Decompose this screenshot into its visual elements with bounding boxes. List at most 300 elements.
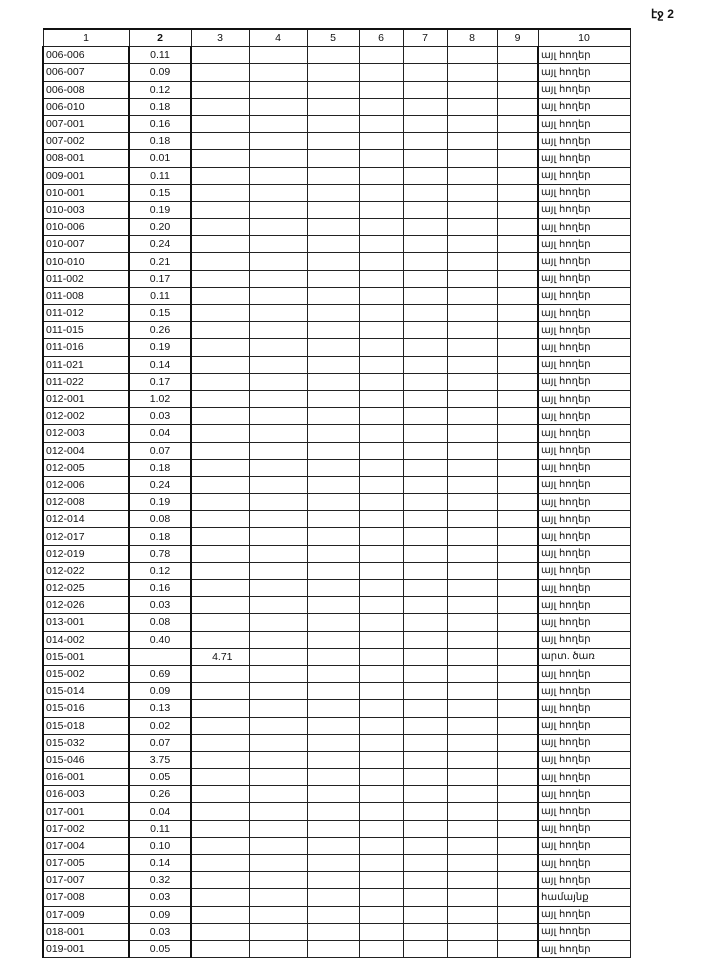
cell-col-4: [249, 442, 307, 459]
cell-col-1: 007-002: [43, 133, 129, 150]
cell-col-5: [307, 305, 359, 322]
cell-col-4: [249, 287, 307, 304]
cell-col-7: [403, 287, 447, 304]
cell-col-1: 015-002: [43, 665, 129, 682]
cell-col-4: [249, 81, 307, 98]
cell-col-9: [497, 940, 538, 957]
cell-col-3: [191, 425, 249, 442]
cell-col-8: [447, 219, 497, 236]
cell-col-4: [249, 201, 307, 218]
cell-col-4: [249, 459, 307, 476]
cell-col-1: 015-046: [43, 751, 129, 768]
cell-col-4: [249, 408, 307, 425]
cell-col-6: [359, 390, 403, 407]
cell-col-8: [447, 356, 497, 373]
cell-col-2: 0.32: [129, 872, 191, 889]
cell-col-5: [307, 47, 359, 64]
cell-col-9: [497, 872, 538, 889]
cell-col-7: [403, 476, 447, 493]
cell-col-4: [249, 872, 307, 889]
cell-col-4: [249, 494, 307, 511]
cell-col-7: [403, 562, 447, 579]
table-row: [43, 219, 630, 236]
cell-col-7: [403, 528, 447, 545]
cell-col-2: 0.03: [129, 923, 191, 940]
cell-col-6: [359, 442, 403, 459]
table-row: [43, 98, 630, 115]
cell-col-3: [191, 614, 249, 631]
cell-col-2: 0.14: [129, 356, 191, 373]
cell-col-2: 0.17: [129, 373, 191, 390]
table-row: [43, 253, 630, 270]
cell-col-6: [359, 47, 403, 64]
cell-col-5: [307, 81, 359, 98]
table-row: [43, 580, 630, 597]
cell-col-6: [359, 167, 403, 184]
cell-col-8: [447, 717, 497, 734]
cell-col-10: այլ հողեր: [538, 940, 630, 957]
cell-col-5: [307, 64, 359, 81]
table-row: [43, 305, 630, 322]
cell-col-6: [359, 133, 403, 150]
cell-col-5: [307, 648, 359, 665]
cell-col-10: այլ հողեր: [538, 769, 630, 786]
cell-col-1: 011-016: [43, 339, 129, 356]
cell-col-8: [447, 837, 497, 854]
cell-col-2: 0.08: [129, 511, 191, 528]
cell-col-7: [403, 98, 447, 115]
cell-col-5: [307, 150, 359, 167]
cell-col-9: [497, 47, 538, 64]
cell-col-9: [497, 219, 538, 236]
cell-col-2: 0.19: [129, 339, 191, 356]
cell-col-2: 0.24: [129, 476, 191, 493]
cell-col-4: [249, 940, 307, 957]
cell-col-9: [497, 837, 538, 854]
cell-col-1: 006-010: [43, 98, 129, 115]
cell-col-4: [249, 511, 307, 528]
cell-col-8: [447, 631, 497, 648]
cell-col-6: [359, 511, 403, 528]
cell-col-6: [359, 81, 403, 98]
cell-col-3: [191, 528, 249, 545]
cell-col-6: [359, 734, 403, 751]
cell-col-2: 0.07: [129, 442, 191, 459]
cell-col-6: [359, 820, 403, 837]
cell-col-3: [191, 219, 249, 236]
cell-col-2: 0.24: [129, 236, 191, 253]
cell-col-7: [403, 786, 447, 803]
cell-col-7: [403, 442, 447, 459]
cell-col-2: 0.15: [129, 305, 191, 322]
cell-col-9: [497, 683, 538, 700]
cell-col-8: [447, 184, 497, 201]
table-row: [43, 270, 630, 287]
cell-col-10: այլ հողեր: [538, 855, 630, 872]
cell-col-3: [191, 476, 249, 493]
cell-col-3: [191, 631, 249, 648]
cell-col-8: [447, 322, 497, 339]
cell-col-2: 0.21: [129, 253, 191, 270]
cell-col-10: այլ հողեր: [538, 476, 630, 493]
table-row: [43, 115, 630, 132]
cell-col-1: 017-001: [43, 803, 129, 820]
cell-col-10: այլ հողեր: [538, 511, 630, 528]
cell-col-10: այլ հողեր: [538, 167, 630, 184]
cell-col-7: [403, 734, 447, 751]
cell-col-8: [447, 751, 497, 768]
cell-col-8: [447, 786, 497, 803]
cell-col-2: 0.05: [129, 769, 191, 786]
cell-col-10: այլ հողեր: [538, 81, 630, 98]
cell-col-6: [359, 923, 403, 940]
table-row: [43, 476, 630, 493]
cell-col-8: [447, 940, 497, 957]
cell-col-1: 012-025: [43, 580, 129, 597]
cell-col-8: [447, 201, 497, 218]
cell-col-3: [191, 442, 249, 459]
cell-col-9: [497, 81, 538, 98]
cell-col-6: [359, 889, 403, 906]
cell-col-5: [307, 425, 359, 442]
cell-col-10: այլ հողեր: [538, 253, 630, 270]
cell-col-4: [249, 889, 307, 906]
cell-col-8: [447, 115, 497, 132]
cell-col-8: [447, 270, 497, 287]
cell-col-3: [191, 81, 249, 98]
cell-col-4: [249, 322, 307, 339]
cell-col-8: [447, 683, 497, 700]
cell-col-4: [249, 751, 307, 768]
cell-col-10: համայնք: [538, 889, 630, 906]
table-row: [43, 734, 630, 751]
cell-col-9: [497, 236, 538, 253]
table-row: [43, 940, 630, 957]
cell-col-4: [249, 253, 307, 270]
cell-col-1: 011-002: [43, 270, 129, 287]
cell-col-4: [249, 683, 307, 700]
table-row: [43, 820, 630, 837]
cell-col-2: 0.12: [129, 562, 191, 579]
cell-col-4: [249, 597, 307, 614]
cell-col-1: 012-008: [43, 494, 129, 511]
cell-col-8: [447, 665, 497, 682]
cell-col-9: [497, 287, 538, 304]
cell-col-5: [307, 855, 359, 872]
cell-col-3: [191, 889, 249, 906]
cell-col-9: [497, 562, 538, 579]
cell-col-1: 015-018: [43, 717, 129, 734]
cell-col-5: [307, 442, 359, 459]
cell-col-6: [359, 64, 403, 81]
cell-col-9: [497, 425, 538, 442]
cell-col-8: [447, 614, 497, 631]
table-row: [43, 614, 630, 631]
cell-col-10: այլ հողեր: [538, 751, 630, 768]
cell-col-3: [191, 855, 249, 872]
cell-col-9: [497, 150, 538, 167]
cell-col-8: [447, 305, 497, 322]
cell-col-6: [359, 476, 403, 493]
cell-col-8: [447, 648, 497, 665]
table-row: [43, 184, 630, 201]
cell-col-5: [307, 837, 359, 854]
cell-col-2: 0.09: [129, 906, 191, 923]
cell-col-6: [359, 236, 403, 253]
cell-col-9: [497, 133, 538, 150]
cell-col-7: [403, 150, 447, 167]
cell-col-4: [249, 150, 307, 167]
cell-col-10: այլ հողեր: [538, 425, 630, 442]
cell-col-9: [497, 356, 538, 373]
cell-col-1: 008-001: [43, 150, 129, 167]
cell-col-10: այլ հողեր: [538, 872, 630, 889]
cell-col-2: 0.15: [129, 184, 191, 201]
cell-col-8: [447, 562, 497, 579]
cell-col-5: [307, 390, 359, 407]
cell-col-8: [447, 528, 497, 545]
cell-col-9: [497, 373, 538, 390]
cell-col-4: [249, 133, 307, 150]
cell-col-9: [497, 597, 538, 614]
cell-col-6: [359, 597, 403, 614]
cell-col-9: [497, 751, 538, 768]
cell-col-1: 006-007: [43, 64, 129, 81]
cell-col-7: [403, 356, 447, 373]
column-header-6: 6: [359, 29, 403, 47]
table-row: [43, 837, 630, 854]
cell-col-10: այլ հողեր: [538, 545, 630, 562]
cell-col-1: 010-001: [43, 184, 129, 201]
cell-col-3: [191, 665, 249, 682]
cell-col-4: [249, 305, 307, 322]
cell-col-5: [307, 236, 359, 253]
cell-col-7: [403, 47, 447, 64]
cell-col-4: [249, 820, 307, 837]
cell-col-7: [403, 184, 447, 201]
cell-col-5: [307, 683, 359, 700]
cell-col-5: [307, 614, 359, 631]
cell-col-9: [497, 700, 538, 717]
cell-col-8: [447, 133, 497, 150]
cell-col-1: 011-021: [43, 356, 129, 373]
cell-col-3: [191, 322, 249, 339]
table-row: [43, 855, 630, 872]
cell-col-5: [307, 98, 359, 115]
cell-col-7: [403, 769, 447, 786]
cell-col-7: [403, 511, 447, 528]
cell-col-8: [447, 167, 497, 184]
cell-col-3: [191, 580, 249, 597]
cell-col-1: 010-007: [43, 236, 129, 253]
cell-col-9: [497, 786, 538, 803]
table-row: [43, 545, 630, 562]
cell-col-4: [249, 786, 307, 803]
cell-col-4: [249, 717, 307, 734]
cell-col-5: [307, 339, 359, 356]
cell-col-5: [307, 923, 359, 940]
cell-col-10: այլ հողեր: [538, 133, 630, 150]
cell-col-5: [307, 219, 359, 236]
table-row: [43, 150, 630, 167]
cell-col-1: 015-001: [43, 648, 129, 665]
cell-col-2: 0.16: [129, 115, 191, 132]
cell-col-7: [403, 339, 447, 356]
cell-col-6: [359, 855, 403, 872]
cell-col-5: [307, 287, 359, 304]
cell-col-2: 0.03: [129, 597, 191, 614]
cell-col-2: 0.78: [129, 545, 191, 562]
cell-col-7: [403, 494, 447, 511]
cell-col-1: 017-002: [43, 820, 129, 837]
cell-col-5: [307, 494, 359, 511]
column-header-7: 7: [403, 29, 447, 47]
cell-col-3: [191, 408, 249, 425]
cell-col-3: [191, 872, 249, 889]
cell-col-1: 012-017: [43, 528, 129, 545]
cell-col-7: [403, 700, 447, 717]
cell-col-3: [191, 683, 249, 700]
cell-col-7: [403, 133, 447, 150]
cell-col-1: 015-014: [43, 683, 129, 700]
cell-col-10: այլ հողեր: [538, 923, 630, 940]
cell-col-6: [359, 562, 403, 579]
cell-col-9: [497, 614, 538, 631]
cell-col-1: 012-019: [43, 545, 129, 562]
cell-col-6: [359, 614, 403, 631]
cell-col-7: [403, 837, 447, 854]
cell-col-1: 017-007: [43, 872, 129, 889]
table-row: [43, 373, 630, 390]
column-header-2: 2: [129, 29, 191, 47]
cell-col-9: [497, 167, 538, 184]
cell-col-5: [307, 562, 359, 579]
cell-col-9: [497, 339, 538, 356]
cell-col-5: [307, 700, 359, 717]
cell-col-7: [403, 322, 447, 339]
cell-col-4: [249, 700, 307, 717]
table-row: [43, 236, 630, 253]
cell-col-9: [497, 648, 538, 665]
cell-col-10: այլ հողեր: [538, 236, 630, 253]
cell-col-10: այլ հողեր: [538, 373, 630, 390]
cell-col-3: [191, 287, 249, 304]
cell-col-3: [191, 184, 249, 201]
cell-col-8: [447, 803, 497, 820]
land-table: [42, 28, 631, 958]
cell-col-2: 0.17: [129, 270, 191, 287]
table-row: [43, 459, 630, 476]
cell-col-10: այլ հողեր: [538, 322, 630, 339]
cell-col-6: [359, 425, 403, 442]
cell-col-6: [359, 459, 403, 476]
cell-col-2: [129, 648, 191, 665]
cell-col-4: [249, 614, 307, 631]
cell-col-5: [307, 803, 359, 820]
cell-col-3: [191, 700, 249, 717]
cell-col-1: 010-010: [43, 253, 129, 270]
cell-col-1: 017-004: [43, 837, 129, 854]
column-header-4: 4: [249, 29, 307, 47]
column-header-1: 1: [43, 29, 129, 47]
table-row: [43, 803, 630, 820]
cell-col-10: այլ հողեր: [538, 47, 630, 64]
table-row: [43, 562, 630, 579]
cell-col-3: [191, 769, 249, 786]
cell-col-1: 012-002: [43, 408, 129, 425]
table-row: [43, 442, 630, 459]
cell-col-10: այլ հողեր: [538, 98, 630, 115]
table-row: [43, 408, 630, 425]
cell-col-7: [403, 923, 447, 940]
cell-col-4: [249, 580, 307, 597]
cell-col-7: [403, 236, 447, 253]
cell-col-10: այլ հողեր: [538, 528, 630, 545]
cell-col-7: [403, 717, 447, 734]
cell-col-6: [359, 803, 403, 820]
cell-col-2: 0.01: [129, 150, 191, 167]
cell-col-4: [249, 425, 307, 442]
table-row: [43, 81, 630, 98]
table-row: [43, 889, 630, 906]
cell-col-6: [359, 287, 403, 304]
table-row: [43, 786, 630, 803]
cell-col-10: այլ հողեր: [538, 184, 630, 201]
cell-col-8: [447, 47, 497, 64]
cell-col-6: [359, 940, 403, 957]
cell-col-2: 3.75: [129, 751, 191, 768]
cell-col-2: 0.03: [129, 408, 191, 425]
cell-col-6: [359, 751, 403, 768]
cell-col-3: [191, 270, 249, 287]
cell-col-6: [359, 769, 403, 786]
cell-col-9: [497, 305, 538, 322]
cell-col-5: [307, 476, 359, 493]
cell-col-9: [497, 201, 538, 218]
cell-col-3: [191, 115, 249, 132]
cell-col-1: 012-001: [43, 390, 129, 407]
cell-col-8: [447, 459, 497, 476]
cell-col-3: [191, 734, 249, 751]
cell-col-1: 011-015: [43, 322, 129, 339]
cell-col-6: [359, 665, 403, 682]
cell-col-7: [403, 940, 447, 957]
table-row: [43, 339, 630, 356]
cell-col-6: [359, 494, 403, 511]
table-row: [43, 511, 630, 528]
cell-col-2: 0.10: [129, 837, 191, 854]
table-row: [43, 751, 630, 768]
cell-col-2: 0.08: [129, 614, 191, 631]
cell-col-3: [191, 494, 249, 511]
cell-col-9: [497, 408, 538, 425]
cell-col-5: [307, 734, 359, 751]
cell-col-9: [497, 734, 538, 751]
cell-col-10: այլ հողեր: [538, 115, 630, 132]
cell-col-7: [403, 803, 447, 820]
cell-col-5: [307, 769, 359, 786]
cell-col-7: [403, 545, 447, 562]
cell-col-4: [249, 167, 307, 184]
cell-col-3: [191, 803, 249, 820]
cell-col-10: այլ հողեր: [538, 717, 630, 734]
cell-col-3: [191, 751, 249, 768]
cell-col-3: [191, 150, 249, 167]
cell-col-10: այլ հողեր: [538, 786, 630, 803]
cell-col-2: 1.02: [129, 390, 191, 407]
cell-col-10: այլ հողեր: [538, 562, 630, 579]
cell-col-5: [307, 459, 359, 476]
